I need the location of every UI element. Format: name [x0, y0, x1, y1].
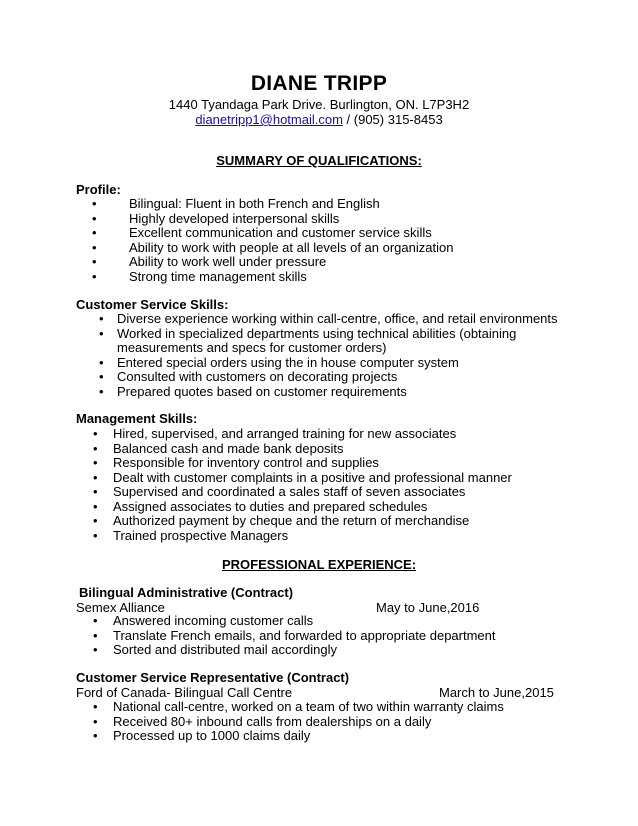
list-item: • Highly developed interpersonal skills: [92, 210, 340, 226]
job-dates: May to June,2016: [376, 600, 480, 615]
list-item: • Entered special orders using the in house computer system: [99, 354, 459, 370]
list-item: • Processed up to 1000 claims daily: [93, 728, 311, 743]
list-item: • Answered incoming customer calls: [93, 613, 314, 628]
list-item: • Strong time management skills: [92, 268, 307, 284]
list-item: • Responsible for inventory control and supplies: [93, 455, 379, 470]
list-item: • Dealt with customer complaints in a positive and professional manner: [93, 469, 512, 485]
list-item: • Diverse experience working within call-centre, office, and retail environments: [99, 311, 558, 326]
experience-heading: PROFESSIONAL EXPERIENCE:: [221, 557, 417, 572]
job-dates: March to June,2015: [439, 685, 554, 700]
list-item: • Worked in specialized departments using technical abilities (obtaining: [99, 325, 517, 341]
list-item: • Received 80+ inbound calls from dealerships on a daily: [93, 713, 432, 729]
management-title: Management Skills:: [76, 411, 198, 426]
customer-service-list: [0, 312, 558, 399]
list-item: • National call-centre, worked on a team of two within warranty claims: [93, 699, 504, 714]
list-item: • Excellent communication and customer service skills: [92, 225, 432, 240]
job-title: Customer Service Representative (Contract): [76, 670, 350, 685]
list-item: • Hired, supervised, and arranged training for new associates: [93, 426, 457, 441]
list-item: • Supervised and coordinated a sales staff of seven associates: [93, 484, 466, 499]
list-item: • Authorized payment by cheque and the return of merchandise: [93, 513, 470, 528]
job-company: Semex Alliance: [76, 600, 165, 615]
profile-title: Profile:: [76, 182, 121, 197]
management-list: [0, 427, 512, 543]
job-title: Bilingual Administrative (Contract): [79, 585, 294, 600]
list-item: • Balanced cash and made bank deposits: [93, 440, 344, 456]
job-company: Ford of Canada- Bilingual Call Centre: [76, 685, 293, 700]
candidate-name: DIANE TRIPP: [250, 72, 388, 95]
list-item: • Bilingual: Fluent in both French and English: [92, 196, 380, 211]
address-line: 1440 Tyandaga Park Drive. Burlington, ON. L7P3H2: [168, 97, 470, 112]
list-item: • Translate French emails, and forwarded to appropriate department: [93, 627, 496, 643]
list-item: • Ability to work with people at all levels of an organization: [92, 239, 454, 255]
email-link[interactable]: dianetripp1@hotmail.com: [195, 112, 343, 127]
job-duties-list: [0, 614, 496, 658]
list-item: • Trained prospective Managers: [93, 527, 289, 543]
list-item: • Assigned associates to duties and prepared schedules: [93, 498, 428, 514]
list-item: • Ability to work well under pressure: [92, 254, 327, 269]
contact-line: [0, 112, 638, 127]
summary-heading: SUMMARY OF QUALIFICATIONS:: [216, 153, 422, 168]
list-item: • Consulted with customers on decorating projects: [99, 369, 398, 384]
list-item: • Sorted and distributed mail accordingly: [93, 642, 338, 657]
list-item-continued: measurements and specs for customer orders): [117, 340, 387, 355]
customer-service-title: Customer Service Skills:: [76, 297, 229, 312]
list-item: • Prepared quotes based on customer requirements: [99, 383, 407, 399]
profile-list: [0, 197, 453, 284]
job-duties-list: [0, 700, 504, 744]
phone-number: / (905) 315-8453: [342, 112, 443, 127]
